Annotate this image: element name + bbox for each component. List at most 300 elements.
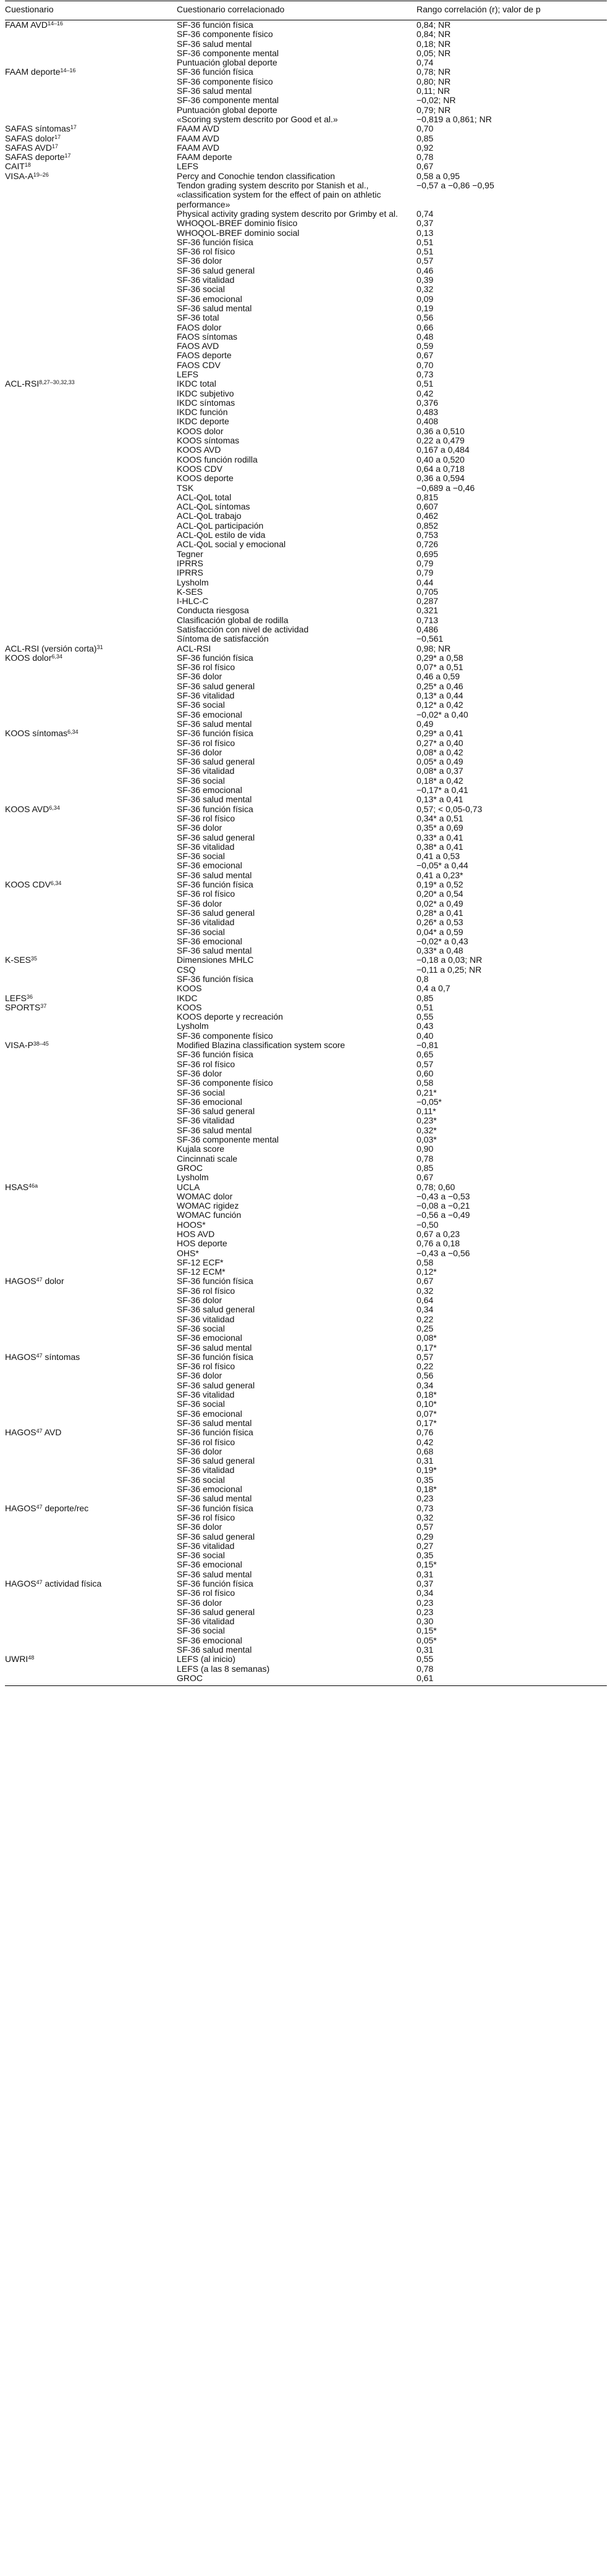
table-row xyxy=(5,1617,607,1626)
table-row xyxy=(5,143,607,153)
correlated-questionnaire: SF-36 vitalidad xyxy=(177,766,235,776)
correlation-value: 0,48 xyxy=(416,331,434,342)
table-row xyxy=(5,1183,607,1192)
questionnaire-cell xyxy=(5,1532,177,1542)
questionnaire-cell xyxy=(5,1626,177,1635)
table-row xyxy=(5,1107,607,1116)
questionnaire-cell xyxy=(5,1249,177,1258)
questionnaire-cell xyxy=(5,908,177,918)
questionnaire-cell xyxy=(5,1078,177,1088)
correlated-questionnaire: ACL-QoL estilo de vida xyxy=(177,530,266,540)
correlated-questionnaire: SF-36 dolor xyxy=(177,747,222,757)
table-row xyxy=(5,1390,607,1399)
correlation-value: 0,34 xyxy=(416,1304,434,1315)
correlated-questionnaire: Puntuación global deporte xyxy=(177,104,277,115)
correlation-value: 0,40 xyxy=(416,1030,434,1041)
reference-superscript: 14–16 xyxy=(60,67,76,74)
correlated-questionnaire: Kujala score xyxy=(177,1144,225,1154)
table-row xyxy=(5,1201,607,1210)
table-row xyxy=(5,77,607,86)
questionnaire-cell xyxy=(5,370,177,379)
table-row xyxy=(5,219,607,228)
correlation-value: 0,33* a 0,41 xyxy=(416,832,463,842)
questionnaire-cell xyxy=(5,134,177,143)
questionnaire-cell xyxy=(5,445,177,455)
correlation-value: 0,61 xyxy=(416,1674,607,1686)
questionnaire-name: LEFS xyxy=(5,992,27,1003)
correlation-value: 0,4 a 0,7 xyxy=(416,983,450,994)
correlated-questionnaire: IKDC total xyxy=(177,379,216,389)
table-row xyxy=(5,823,607,833)
correlated-questionnaire: SF-36 función física xyxy=(177,652,253,663)
correlated-questionnaire: Modified Blazina classification system score xyxy=(177,1040,345,1051)
table-row xyxy=(5,700,607,710)
correlated-questionnaire: Tendon grading system descrito por Stanish et al., «classification system for the effect of pain on athletic performance» xyxy=(177,180,381,209)
table-row xyxy=(5,1210,607,1220)
correlated-questionnaire: KOOS deporte xyxy=(177,473,234,484)
table-row xyxy=(5,323,607,332)
questionnaire-cell xyxy=(5,1664,177,1674)
correlation-value: 0,21* xyxy=(416,1087,437,1097)
correlated-questionnaire: SF-36 salud mental xyxy=(177,86,252,96)
correlation-value: 0,43 xyxy=(416,1021,434,1031)
correlation-value: 0,84; NR xyxy=(416,29,451,40)
correlation-value: 0,57; < 0,05-0,73 xyxy=(416,803,483,814)
correlation-table xyxy=(5,1,607,1686)
correlated-questionnaire: Dimensiones MHLC xyxy=(177,955,254,965)
questionnaire-cell xyxy=(5,1353,177,1362)
questionnaire-cell xyxy=(5,653,177,663)
questionnaire-cell xyxy=(5,256,177,266)
correlation-value: 0,15* xyxy=(416,1559,437,1570)
questionnaire-cell xyxy=(5,1674,177,1686)
correlation-value: 0,85 xyxy=(416,133,434,143)
table-row xyxy=(5,58,607,67)
table-row xyxy=(5,370,607,379)
questionnaire-cell xyxy=(5,304,177,313)
questionnaire-cell xyxy=(5,313,177,322)
questionnaire-cell xyxy=(5,889,177,899)
correlated-questionnaire: IKDC xyxy=(177,992,198,1003)
table-row xyxy=(5,852,607,861)
correlation-value: 0,70 xyxy=(416,124,434,134)
table-row xyxy=(5,776,607,786)
questionnaire-cell xyxy=(5,710,177,720)
questionnaire-name: ACL-RSI (versión corta) xyxy=(5,643,97,653)
correlation-value: 0,22 a 0,479 xyxy=(416,435,465,446)
correlation-value: 0,80; NR xyxy=(416,76,451,86)
correlated-questionnaire: KOOS xyxy=(177,983,202,994)
questionnaire-cell xyxy=(5,578,177,587)
correlation-value: 0,67 xyxy=(416,1276,434,1286)
correlation-value: 0,8 xyxy=(416,973,429,984)
correlated-questionnaire: SF-36 vitalidad xyxy=(177,917,235,928)
correlation-value: 0,56 xyxy=(416,1370,434,1381)
questionnaire-cell xyxy=(5,852,177,861)
correlation-value: 0,08* a 0,42 xyxy=(416,747,463,757)
correlated-questionnaire: SF-36 componente físico xyxy=(177,29,273,40)
table-row xyxy=(5,1097,607,1107)
correlation-value: 0,08* a 0,37 xyxy=(416,766,463,776)
questionnaire-cell xyxy=(5,1570,177,1579)
questionnaire-cell xyxy=(5,1135,177,1144)
correlated-questionnaire: SF-36 salud mental xyxy=(177,1417,252,1428)
correlation-value: 0,852 xyxy=(416,520,439,531)
correlation-value: 0,483 xyxy=(416,407,439,417)
questionnaire-cell xyxy=(5,871,177,880)
correlated-questionnaire: LEFS xyxy=(177,161,199,172)
table-row xyxy=(5,1598,607,1608)
reference-superscript: 47 xyxy=(36,1503,43,1510)
questionnaire-cell xyxy=(5,502,177,511)
questionnaire-cell xyxy=(5,1447,177,1456)
correlated-questionnaire: FAAM deporte xyxy=(177,152,232,162)
questionnaire-cell xyxy=(5,1485,177,1494)
correlation-value: 0,10* xyxy=(416,1399,437,1409)
correlated-questionnaire: WHOQOL-BREF dominio físico xyxy=(177,218,298,229)
questionnaire-cell xyxy=(5,786,177,795)
correlation-value: −0,56 a −0,49 xyxy=(416,1210,470,1220)
correlation-value: 0,60 xyxy=(416,1068,434,1078)
correlation-value: 0,58 xyxy=(416,1257,434,1267)
questionnaire-cell xyxy=(5,30,177,39)
correlation-value: 0,29 xyxy=(416,1531,434,1542)
correlated-questionnaire: SF-36 social xyxy=(177,851,225,862)
table-row xyxy=(5,568,607,577)
table-row xyxy=(5,1277,607,1286)
table-row xyxy=(5,295,607,304)
correlation-value: 0,32* xyxy=(416,1125,437,1135)
correlated-questionnaire: SF-36 dolor xyxy=(177,1522,222,1532)
questionnaire-cell xyxy=(5,1381,177,1390)
questionnaire-name: HAGOS xyxy=(5,1427,36,1438)
questionnaire-name: HAGOS xyxy=(5,1503,36,1513)
correlated-questionnaire: FAOS dolor xyxy=(177,322,222,332)
correlation-value: 0,78 xyxy=(416,152,434,162)
correlated-questionnaire: SF-36 salud mental xyxy=(177,1493,252,1504)
correlated-questionnaire: SF-36 emocional xyxy=(177,1333,242,1343)
correlation-value: 0,31 xyxy=(416,1645,434,1655)
table-row xyxy=(5,1570,607,1579)
correlation-value: 0,58 xyxy=(416,1078,434,1088)
table-row xyxy=(5,975,607,984)
correlated-questionnaire: OHS* xyxy=(177,1248,199,1258)
table-row xyxy=(5,1513,607,1522)
correlated-questionnaire: SF-36 función física xyxy=(177,1276,253,1286)
correlated-questionnaire: SF-36 salud mental xyxy=(177,718,252,729)
table-row xyxy=(5,871,607,880)
questionnaire-name: SPORTS xyxy=(5,1002,41,1012)
table-row xyxy=(5,275,607,285)
questionnaire-cell xyxy=(5,776,177,786)
table-row xyxy=(5,379,607,388)
correlation-value: 0,67 xyxy=(416,1172,434,1183)
reference-superscript: 14–16 xyxy=(47,20,64,27)
correlated-questionnaire: SF-36 función física xyxy=(177,1427,253,1438)
table-row xyxy=(5,644,607,653)
questionnaire-cell xyxy=(5,40,177,49)
correlated-questionnaire: ACL-QoL social y emocional xyxy=(177,539,286,550)
correlated-questionnaire: SF-36 rol físico xyxy=(177,662,235,673)
questionnaire-subscale: actividad física xyxy=(42,1578,102,1588)
correlated-questionnaire: Lysholm xyxy=(177,577,209,587)
questionnaire-cell xyxy=(5,323,177,332)
table-row xyxy=(5,814,607,823)
correlated-questionnaire: SF-36 salud general xyxy=(177,757,255,767)
correlation-value: 0,44 xyxy=(416,577,434,587)
questionnaire-cell xyxy=(5,247,177,256)
reference-superscript: 6,34 xyxy=(67,729,78,736)
correlated-questionnaire: Percy and Conochie tendon classification xyxy=(177,170,336,181)
correlated-questionnaire: IKDC deporte xyxy=(177,416,229,427)
questionnaire-cell xyxy=(5,229,177,238)
questionnaire-cell xyxy=(5,96,177,105)
table-row xyxy=(5,427,607,436)
correlated-questionnaire: SF-36 rol físico xyxy=(177,1361,235,1372)
correlation-value: 0,13* a 0,41 xyxy=(416,794,463,805)
table-row xyxy=(5,616,607,625)
correlated-questionnaire: SF-36 emocional xyxy=(177,1635,242,1645)
correlation-value: −0,561 xyxy=(416,634,444,644)
questionnaire-cell xyxy=(5,49,177,58)
reference-superscript: 6,34 xyxy=(50,880,62,887)
correlation-value: 0,31 xyxy=(416,1569,434,1579)
questionnaire-cell xyxy=(5,1466,177,1475)
questionnaire-cell xyxy=(5,1315,177,1324)
questionnaire-cell xyxy=(5,1504,177,1513)
correlation-value: 0,64 a 0,718 xyxy=(416,463,465,474)
correlation-value: 0,59 xyxy=(416,341,434,351)
table-row xyxy=(5,550,607,559)
table-row xyxy=(5,786,607,795)
table-row xyxy=(5,994,607,1003)
table-row xyxy=(5,1286,607,1296)
questionnaire-cell xyxy=(5,1220,177,1230)
correlated-questionnaire: SF-36 social xyxy=(177,700,225,710)
questionnaire-cell xyxy=(5,464,177,474)
correlation-value: 0,18* xyxy=(416,1484,437,1495)
correlation-value: 0,287 xyxy=(416,596,439,606)
correlation-value: 0,57 xyxy=(416,1522,434,1532)
correlated-questionnaire: FAAM AVD xyxy=(177,133,219,143)
table-row xyxy=(5,313,607,322)
correlated-questionnaire: SF-36 función física xyxy=(177,879,253,890)
questionnaire-name: HAGOS xyxy=(5,1276,36,1286)
questionnaire-cell xyxy=(5,766,177,776)
correlation-value: −0,11 a 0,25; NR xyxy=(416,964,482,975)
correlation-value: 0,58 a 0,95 xyxy=(416,170,460,181)
table-row xyxy=(5,1664,607,1674)
questionnaire-cell xyxy=(5,1588,177,1598)
questionnaire-cell xyxy=(5,795,177,804)
table-row xyxy=(5,181,607,209)
correlation-value: 0,376 xyxy=(416,397,439,408)
table-row xyxy=(5,484,607,493)
correlation-value: 0,13 xyxy=(416,227,434,238)
correlation-value: 0,36 a 0,594 xyxy=(416,473,465,484)
table-row xyxy=(5,1485,607,1494)
table-row xyxy=(5,96,607,105)
questionnaire-cell xyxy=(5,823,177,833)
correlation-value: 0,02* a 0,49 xyxy=(416,898,463,908)
correlation-value: 0,607 xyxy=(416,501,439,512)
correlation-value: 0,31 xyxy=(416,1456,434,1466)
correlation-value: −0,81 xyxy=(416,1040,439,1051)
table-row xyxy=(5,606,607,615)
questionnaire-cell xyxy=(5,1126,177,1135)
questionnaire-name: FAAM AVD xyxy=(5,20,48,30)
table-row xyxy=(5,106,607,115)
table-row xyxy=(5,455,607,464)
questionnaire-cell xyxy=(5,172,177,181)
correlation-value: 0,11* xyxy=(416,1106,436,1117)
questionnaire-cell xyxy=(5,455,177,464)
correlated-questionnaire: SF-36 social xyxy=(177,1399,225,1409)
table-row xyxy=(5,162,607,171)
correlation-value: −0,05* xyxy=(416,1096,442,1107)
table-row xyxy=(5,49,607,58)
table-row xyxy=(5,1296,607,1305)
correlated-questionnaire: KOOS función rodilla xyxy=(177,454,258,464)
questionnaire-cell xyxy=(5,861,177,870)
reference-superscript: 35 xyxy=(31,955,38,962)
table-row xyxy=(5,757,607,766)
questionnaire-cell xyxy=(5,814,177,823)
correlation-value: 0,66 xyxy=(416,322,434,332)
correlated-questionnaire: SF-36 emocional xyxy=(177,1408,242,1419)
questionnaire-cell xyxy=(5,1371,177,1380)
header-questionnaire: Cuestionario xyxy=(5,1,177,20)
questionnaire-cell xyxy=(5,965,177,975)
correlation-value: 0,05* a 0,49 xyxy=(416,757,463,767)
correlation-value: 0,18; NR xyxy=(416,38,451,49)
correlated-questionnaire: SF-36 dolor xyxy=(177,1597,222,1608)
questionnaire-cell xyxy=(5,1022,177,1031)
questionnaire-name: UWRI xyxy=(5,1654,28,1664)
questionnaire-cell xyxy=(5,984,177,993)
questionnaire-cell xyxy=(5,540,177,549)
table-row xyxy=(5,1428,607,1437)
table-row xyxy=(5,625,607,634)
correlation-value: 0,57 xyxy=(416,1351,434,1362)
correlated-questionnaire: SF-36 salud general xyxy=(177,1304,255,1315)
questionnaire-cell xyxy=(5,1522,177,1532)
correlated-questionnaire: SF-36 vitalidad xyxy=(177,1314,235,1324)
table-row xyxy=(5,1126,607,1135)
correlated-questionnaire: FAAM AVD xyxy=(177,124,219,134)
correlation-value: 0,38* a 0,41 xyxy=(416,841,463,852)
correlated-questionnaire: SF-36 social xyxy=(177,1087,225,1097)
reference-superscript: 47 xyxy=(36,1277,43,1283)
table-row xyxy=(5,1409,607,1419)
correlated-questionnaire: IPRRS xyxy=(177,568,203,578)
table-row xyxy=(5,445,607,455)
correlated-questionnaire: KOOS síntomas xyxy=(177,435,240,446)
correlation-value: 0,37 xyxy=(416,1578,434,1588)
correlated-questionnaire: SF-36 componente físico xyxy=(177,1030,273,1041)
table-row xyxy=(5,1371,607,1380)
table-row xyxy=(5,464,607,474)
table-row xyxy=(5,833,607,842)
questionnaire-name: VISA-P xyxy=(5,1040,33,1051)
correlated-questionnaire: SF-36 emocional xyxy=(177,1096,242,1107)
questionnaire-name: ACL-RSI xyxy=(5,379,40,389)
correlation-value: 0,462 xyxy=(416,511,439,521)
questionnaire-cell xyxy=(5,1438,177,1447)
correlated-questionnaire: FAOS CDV xyxy=(177,359,221,370)
correlated-questionnaire: ACL-QoL participación xyxy=(177,520,264,531)
questionnaire-cell xyxy=(5,672,177,681)
correlated-questionnaire: ACL-QoL total xyxy=(177,492,232,502)
reference-superscript: 47 xyxy=(36,1579,43,1585)
table-row xyxy=(5,899,607,908)
table-row xyxy=(5,946,607,955)
correlation-value: 0,23* xyxy=(416,1115,437,1126)
questionnaire-name: SAFAS síntomas xyxy=(5,124,70,134)
correlated-questionnaire: SF-36 salud general xyxy=(177,1456,255,1466)
correlation-value: 0,22 xyxy=(416,1314,434,1324)
correlated-questionnaire: SF-36 función física xyxy=(177,803,253,814)
questionnaire-cell xyxy=(5,1617,177,1626)
correlated-questionnaire: LEFS xyxy=(177,369,199,379)
table-row xyxy=(5,691,607,700)
reference-superscript: 6,34 xyxy=(49,804,60,811)
correlation-value: 0,18* xyxy=(416,1390,437,1400)
table-row xyxy=(5,134,607,143)
correlated-questionnaire: KOOS CDV xyxy=(177,463,222,474)
table-row xyxy=(5,351,607,360)
table-row xyxy=(5,1230,607,1239)
questionnaire-cell xyxy=(5,1003,177,1012)
correlated-questionnaire: SF-36 total xyxy=(177,313,219,323)
table-row xyxy=(5,1674,607,1686)
correlation-value: 0,78 xyxy=(416,1153,434,1164)
table-body xyxy=(5,20,607,1686)
questionnaire-cell xyxy=(5,1560,177,1569)
correlated-questionnaire: SF-36 salud mental xyxy=(177,1569,252,1579)
correlation-value: 0,79; NR xyxy=(416,104,451,115)
correlation-value: −0,05* a 0,44 xyxy=(416,860,468,871)
questionnaire-cell xyxy=(5,1542,177,1551)
table-row xyxy=(5,531,607,540)
correlated-questionnaire: SF-36 social xyxy=(177,284,225,295)
questionnaire-cell xyxy=(5,379,177,388)
table-row xyxy=(5,332,607,342)
correlated-questionnaire: SF-36 componente físico xyxy=(177,76,273,86)
correlation-value: 0,34 xyxy=(416,1380,434,1390)
questionnaire-cell xyxy=(5,124,177,133)
correlation-value: −0,08 a −0,21 xyxy=(416,1201,470,1211)
questionnaire-cell xyxy=(5,700,177,710)
correlated-questionnaire: Physical activity grading system descrito por Grimby et al. xyxy=(177,208,398,219)
questionnaire-cell xyxy=(5,663,177,672)
correlated-questionnaire: SF-36 dolor xyxy=(177,898,222,908)
correlation-value: 0,74 xyxy=(416,208,434,219)
questionnaire-name: KOOS dolor xyxy=(5,652,52,663)
correlated-questionnaire: SF-36 dolor xyxy=(177,1068,222,1078)
correlation-value: 0,28* a 0,41 xyxy=(416,907,463,918)
correlation-value: 0,19* xyxy=(416,1465,437,1475)
questionnaire-cell xyxy=(5,209,177,219)
questionnaire-cell xyxy=(5,1267,177,1277)
correlation-value: 0,57 xyxy=(416,1059,434,1069)
questionnaire-cell xyxy=(5,1513,177,1522)
questionnaire-cell xyxy=(5,1475,177,1485)
correlation-value: 0,35* a 0,69 xyxy=(416,823,463,833)
questionnaire-cell xyxy=(5,521,177,531)
correlated-questionnaire: K-SES xyxy=(177,586,203,597)
correlated-questionnaire: SF-12 ECM* xyxy=(177,1267,226,1277)
